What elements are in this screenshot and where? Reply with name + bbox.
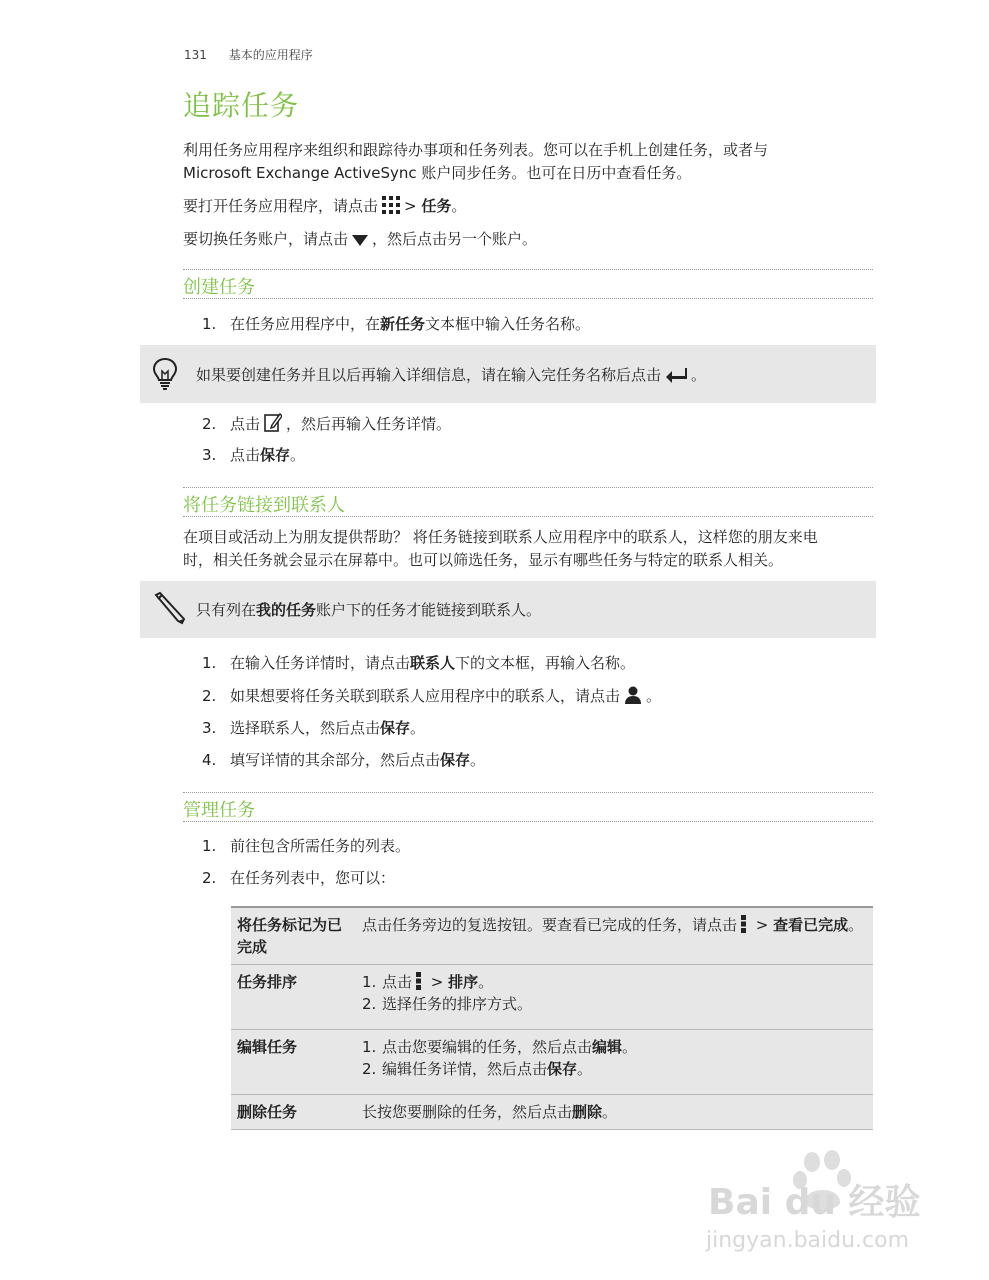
dropdown-triangle-icon bbox=[352, 233, 368, 247]
section-title-create: 创建任务 bbox=[183, 277, 255, 298]
step-text: 点击 bbox=[230, 415, 261, 433]
create-step-2 bbox=[202, 412, 451, 435]
table-value bbox=[356, 1095, 873, 1130]
table-row bbox=[231, 907, 873, 965]
sub-step-text: 选择任务的排序方式。 bbox=[382, 995, 533, 1013]
link-step-4 bbox=[202, 749, 485, 771]
link-step-3 bbox=[202, 717, 425, 739]
link-paragraph bbox=[183, 526, 818, 572]
step-number: 4. bbox=[202, 751, 217, 769]
link-para-line-1: 在项目或活动上为朋友提供帮助？ 将任务链接到联系人应用程序中的联系人，这样您的朋友来电 bbox=[183, 528, 818, 546]
watermark-url: jingyan.baidu.com bbox=[706, 1228, 910, 1253]
section-manage-tasks bbox=[183, 792, 873, 822]
sub-step bbox=[362, 993, 867, 1015]
intro-line-2: Microsoft Exchange ActiveSync 账户同步任务。也可在日历中查看任务。 bbox=[183, 164, 692, 182]
watermark-brand: Bai du 经验 bbox=[708, 1182, 921, 1223]
step-text: 点击 bbox=[230, 446, 261, 464]
table-key: 删除任务 bbox=[237, 1103, 298, 1121]
sub-step bbox=[362, 971, 867, 993]
sub-step-number: 2. bbox=[362, 995, 377, 1013]
apps-grid-icon bbox=[382, 196, 400, 214]
tip-text-1: 如果要创建任务并且以后再输入详细信息，请在输入完任务名称后点击 bbox=[196, 366, 662, 384]
table-key: 任务排序 bbox=[237, 973, 298, 991]
note-text-1: 只有列在 bbox=[196, 601, 257, 619]
open-app-instruction bbox=[183, 195, 466, 218]
step-number: 3. bbox=[202, 719, 217, 737]
step-text: 在任务列表中，您可以： bbox=[230, 869, 396, 887]
sub-step-end: 。 bbox=[622, 1038, 638, 1056]
table-value bbox=[356, 965, 873, 1030]
open-app-end: 。 bbox=[451, 197, 467, 215]
step-text-2: ，然后再输入任务详情。 bbox=[286, 415, 452, 433]
note-text-2: 账户下的任务才能链接到联系人。 bbox=[316, 601, 542, 619]
manage-step-1 bbox=[202, 835, 410, 857]
manage-tasks-table bbox=[231, 906, 873, 1130]
page-title: 追踪任务 bbox=[183, 89, 300, 122]
create-step-1 bbox=[202, 313, 590, 335]
sub-step-arrow: > bbox=[426, 973, 449, 991]
create-step-3 bbox=[202, 444, 305, 466]
step-number: 1. bbox=[202, 315, 217, 333]
step-text: 填写详情的其余部分，然后点击 bbox=[230, 751, 441, 769]
step-text-2: 。 bbox=[290, 446, 306, 464]
link-step-1 bbox=[202, 652, 635, 674]
step-bold: 保存 bbox=[380, 719, 411, 737]
table-key: 编辑任务 bbox=[237, 1038, 298, 1056]
sub-step bbox=[362, 1036, 867, 1058]
table-value bbox=[356, 907, 873, 965]
step-text-2: 。 bbox=[410, 719, 426, 737]
step-text: 在任务应用程序中，在 bbox=[230, 315, 381, 333]
link-step-2 bbox=[202, 685, 661, 707]
note-bold: 我的任务 bbox=[256, 601, 317, 619]
step-number: 1. bbox=[202, 654, 217, 672]
step-text-2: 下的文本框，再输入名称。 bbox=[455, 654, 636, 672]
step-text: 如果想要将任务关联到联系人应用程序中的联系人，请点击 bbox=[230, 687, 621, 705]
step-number: 2. bbox=[202, 687, 217, 705]
cell-bold: 查看已完成 bbox=[773, 916, 849, 934]
step-bold: 联系人 bbox=[410, 654, 456, 672]
pencil-note-icon bbox=[152, 591, 186, 625]
switch-account-text: 要切换任务账户，请点击 bbox=[183, 230, 349, 248]
step-text-2: 。 bbox=[646, 687, 662, 705]
open-app-bold: 任务 bbox=[421, 197, 452, 215]
table-row bbox=[231, 1030, 873, 1095]
step-text-2: 文本框中输入任务名称。 bbox=[425, 315, 591, 333]
sub-step-text: 点击您要编辑的任务，然后点击 bbox=[382, 1038, 593, 1056]
table-row bbox=[231, 1095, 873, 1130]
sub-step-bold: 保存 bbox=[547, 1060, 578, 1078]
cell-bold: 删除 bbox=[572, 1103, 603, 1121]
step-text-2: 。 bbox=[470, 751, 486, 769]
tip-text bbox=[196, 364, 706, 385]
sub-step-end: 。 bbox=[478, 973, 494, 991]
page-header bbox=[184, 46, 313, 63]
step-bold: 新任务 bbox=[380, 315, 426, 333]
step-text: 在输入任务详情时，请点击 bbox=[230, 654, 411, 672]
step-number: 3. bbox=[202, 446, 217, 464]
open-app-text: 要打开任务应用程序，请点击 bbox=[183, 197, 379, 215]
sub-step-bold: 编辑 bbox=[592, 1038, 623, 1056]
sub-step-number: 1. bbox=[362, 1038, 377, 1056]
step-text: 选择联系人，然后点击 bbox=[230, 719, 381, 737]
tip-box bbox=[140, 345, 876, 403]
step-number: 1. bbox=[202, 837, 217, 855]
tip-text-2: 。 bbox=[691, 366, 707, 384]
section-create-task bbox=[183, 269, 873, 299]
step-bold: 保存 bbox=[260, 446, 291, 464]
table-key: 将任务标记为已完成 bbox=[237, 916, 343, 956]
sub-step-end: 。 bbox=[577, 1060, 593, 1078]
vertical-menu-icon bbox=[416, 972, 422, 990]
person-icon bbox=[624, 686, 642, 704]
cell-arrow: > bbox=[751, 916, 774, 934]
chapter-name: 基本的应用程序 bbox=[228, 48, 313, 62]
enter-key-icon bbox=[665, 367, 687, 383]
note-box bbox=[140, 581, 876, 638]
sub-step-bold: 排序 bbox=[448, 973, 479, 991]
note-text bbox=[196, 599, 541, 620]
lightbulb-icon bbox=[152, 357, 178, 391]
cell-text-2: 。 bbox=[848, 916, 864, 934]
step-number: 2. bbox=[202, 869, 217, 887]
intro-line-1: 利用任务应用程序来组织和跟踪待办事项和任务列表。您可以在手机上创建任务，或者与 bbox=[183, 141, 769, 159]
cell-text-2: 。 bbox=[602, 1103, 618, 1121]
edit-pencil-icon bbox=[264, 412, 282, 432]
intro-paragraph bbox=[183, 139, 768, 185]
cell-text: 点击任务旁边的复选按钮。要查看已完成的任务，请点击 bbox=[362, 916, 738, 934]
sub-step-text: 编辑任务详情，然后点击 bbox=[382, 1060, 548, 1078]
section-title-link: 将任务链接到联系人 bbox=[183, 495, 345, 516]
baidu-watermark bbox=[700, 1140, 940, 1270]
switch-account-text-2: ，然后点击另一个账户。 bbox=[372, 230, 538, 248]
step-number: 2. bbox=[202, 415, 217, 433]
section-link-contact bbox=[183, 487, 873, 517]
cell-text: 长按您要删除的任务，然后点击 bbox=[362, 1103, 573, 1121]
page-number: 131 bbox=[184, 48, 207, 62]
table-value bbox=[356, 1030, 873, 1095]
link-para-line-2: 时，相关任务就会显示在屏幕中。也可以筛选任务，显示有哪些任务与特定的联系人相关。 bbox=[183, 551, 784, 569]
step-text: 前往包含所需任务的列表。 bbox=[230, 837, 411, 855]
step-bold: 保存 bbox=[440, 751, 471, 769]
sub-step-text: 点击 bbox=[382, 973, 413, 991]
open-app-arrow: > bbox=[404, 197, 422, 215]
manage-step-2 bbox=[202, 867, 395, 889]
sub-step-number: 1. bbox=[362, 973, 377, 991]
sub-step bbox=[362, 1058, 867, 1080]
table-row bbox=[231, 965, 873, 1030]
vertical-menu-icon bbox=[741, 915, 747, 933]
switch-account-instruction bbox=[183, 228, 537, 251]
sub-step-number: 2. bbox=[362, 1060, 377, 1078]
section-title-manage: 管理任务 bbox=[183, 800, 255, 821]
